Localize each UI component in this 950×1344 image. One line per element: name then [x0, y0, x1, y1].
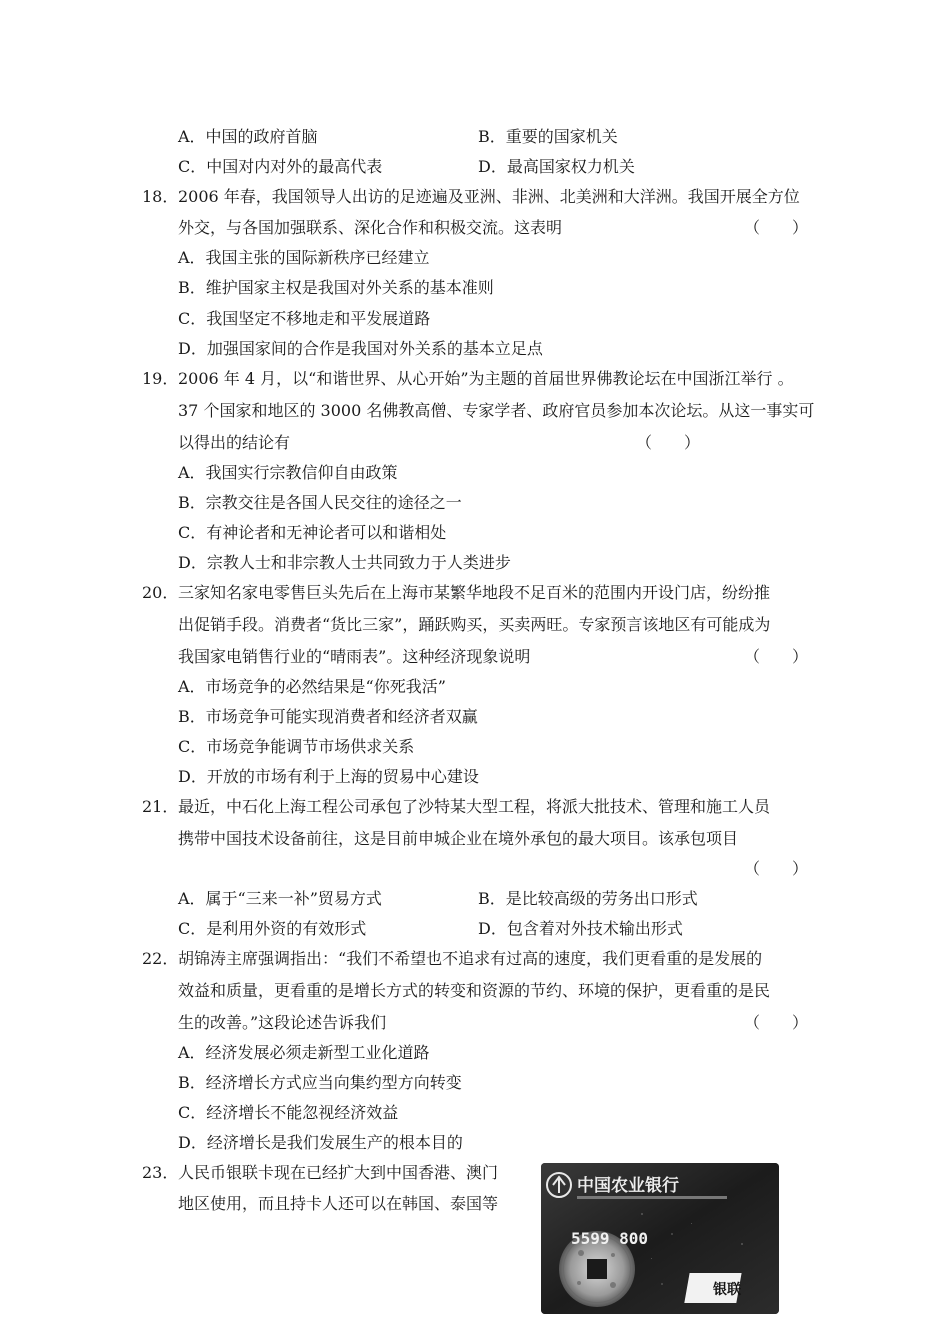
q18-stem-line-1: 2006 年春，我国领导人出访的足迹遍及亚洲、非洲、北美洲和大洋洲。我国开展全方位	[178, 187, 800, 206]
card-number-text: 5599 800	[571, 1229, 649, 1248]
q20-stem-line-2: 出促销手段。消费者“货比三家”，踊跃购买，买卖两旺。专家预言该地区有可能成为	[178, 615, 771, 634]
q19-answer-paren: （ ）	[636, 433, 701, 452]
q21-option-b: B．是比较高级的劳务出口形式	[478, 889, 698, 908]
q18-option-d: D．加强国家间的合作是我国对外关系的基本立足点	[178, 339, 543, 358]
q23-stem-line-2: 地区使用，而且持卡人还可以在韩国、泰国等	[178, 1194, 499, 1213]
q21-stem-line-1: 最近，中石化上海工程公司承包了沙特某大型工程，将派大批技术、管理和施工人员	[178, 797, 771, 816]
q19-number: 19．	[142, 369, 179, 388]
q18-option-a: A．我国主张的国际新秩序已经建立	[178, 248, 430, 267]
q21-stem-line-2: 携带中国技术设备前往，这是目前申城企业在境外承包的最大项目。该承包项目	[178, 829, 739, 848]
q22-option-c: C．经济增长不能忽视经济效益	[178, 1103, 399, 1122]
q22-answer-paren: （ ）	[744, 1013, 809, 1032]
q20-option-c: C．市场竞争能调节市场供求关系	[178, 737, 415, 756]
q21-option-a: A．属于“三来一补”贸易方式	[178, 889, 382, 908]
bank-card-graphic	[541, 1163, 779, 1314]
q19-stem-line-3: 以得出的结论有	[178, 433, 291, 452]
q17-option-c: C．中国对内对外的最高代表	[178, 157, 383, 176]
q18-option-c: C．我国坚定不移地走和平发展道路	[178, 309, 431, 328]
q20-stem-line-1: 三家知名家电零售巨头先后在上海市某繁华地段不足百米的范围内开设门店，纷纷推	[178, 583, 771, 602]
q18-number: 18．	[142, 187, 179, 206]
q19-stem-line-1: 2006 年 4 月，以“和谐世界、从心开始”为主题的首届世界佛教论坛在中国浙江举行 。	[178, 369, 794, 388]
q20-option-d: D．开放的市场有利于上海的贸易中心建设	[178, 767, 479, 786]
q19-option-a: A．我国实行宗教信仰自由政策	[178, 463, 398, 482]
q22-number: 22．	[142, 949, 179, 968]
q21-number: 21．	[142, 797, 179, 816]
q18-option-b: B．维护国家主权是我国对外关系的基本准则	[178, 278, 494, 297]
q17-option-a: A．中国的政府首脑	[178, 127, 318, 146]
q17-option-b: B．重要的国家机关	[478, 127, 618, 146]
q22-option-b: B．经济增长方式应当向集约型方向转变	[178, 1073, 462, 1092]
q20-number: 20．	[142, 583, 179, 602]
q23-stem-line-1: 人民币银联卡现在已经扩大到中国香港、澳门	[178, 1163, 499, 1182]
q20-option-b: B．市场竞争可能实现消费者和经济者双赢	[178, 707, 478, 726]
q21-option-d: D．包含着对外技术输出形式	[478, 919, 683, 938]
unionpay-logo-icon	[684, 1273, 741, 1303]
q21-answer-paren: （ ）	[744, 859, 809, 878]
q22-stem-line-1: 胡锦涛主席强调指出：“我们不希望也不追求有过高的速度，我们更看重的是发展的	[178, 949, 763, 968]
q23-number: 23．	[142, 1163, 179, 1182]
q19-stem-line-2: 37 个国家和地区的 3000 名佛教高僧、专家学者、政府官员参加本次论坛。从这一事实可	[178, 401, 815, 420]
q20-answer-paren: （ ）	[744, 647, 809, 666]
q18-stem-line-2: 外交，与各国加强联系、深化合作和积极交流。这表明	[178, 218, 563, 237]
q22-option-a: A．经济发展必须走新型工业化道路	[178, 1043, 430, 1062]
q19-option-c: C．有神论者和无神论者可以和谐相处	[178, 523, 447, 542]
q21-option-c: C．是利用外资的有效形式	[178, 919, 367, 938]
q20-stem-line-3: 我国家电销售行业的“晴雨表”。这种经济现象说明	[178, 647, 531, 666]
q19-option-d: D．宗教人士和非宗教人士共同致力于人类进步	[178, 553, 511, 572]
q19-option-b: B．宗教交往是各国人民交往的途径之一	[178, 493, 462, 512]
q20-option-a: A．市场竞争的必然结果是“你死我活”	[178, 677, 446, 696]
q22-stem-line-2: 效益和质量，更看重的是增长方式的转变和资源的节约、环境的保护，更看重的是民	[178, 981, 771, 1000]
bank-name-text: 中国农业银行	[577, 1176, 679, 1196]
unionpay-text: 银联	[713, 1282, 741, 1298]
bank-card-image	[541, 1163, 779, 1314]
q22-option-d: D．经济增长是我们发展生产的根本目的	[178, 1133, 463, 1152]
q17-option-d: D．最高国家权力机关	[478, 157, 635, 176]
q22-stem-line-3: 生的改善。”这段论述告诉我们	[178, 1013, 387, 1032]
q18-answer-paren: （ ）	[744, 218, 809, 237]
